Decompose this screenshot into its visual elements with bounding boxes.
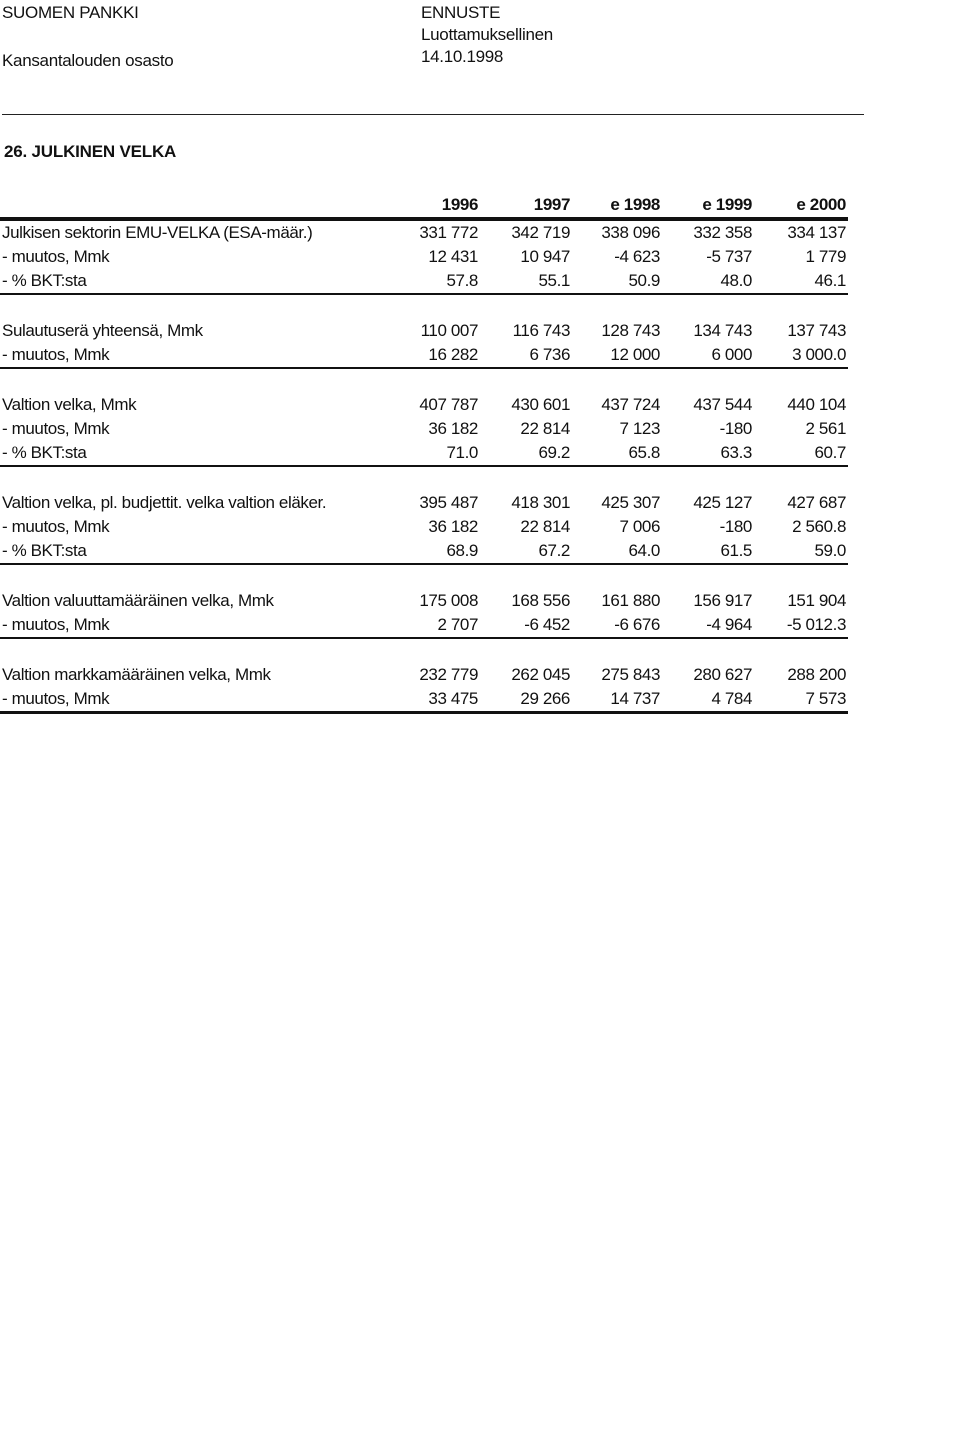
value-cell: 6 736 — [529, 345, 570, 364]
value-cell: 12 000 — [610, 345, 660, 364]
org-name: SUOMEN PANKKI — [2, 3, 139, 22]
row-label: Valtion valuuttamääräinen velka, Mmk — [2, 591, 274, 610]
value-cell: 137 743 — [787, 321, 846, 340]
value-cell: 61.5 — [720, 541, 752, 560]
value-cell: 7 123 — [619, 419, 660, 438]
value-cell: 60.7 — [814, 443, 846, 462]
value-cell: 65.8 — [628, 443, 660, 462]
value-cell: 48.0 — [720, 271, 752, 290]
header-left — [2, 2, 173, 72]
row-label: Valtion velka, Mmk — [2, 395, 137, 414]
table-row — [0, 687, 848, 714]
row-label: - % BKT:sta — [2, 443, 87, 462]
department: Kansantalouden osasto — [2, 51, 174, 70]
page-title: 26. JULKINEN VELKA — [4, 142, 177, 161]
value-cell: 4 784 — [711, 689, 752, 708]
value-cell: 288 200 — [787, 665, 846, 684]
value-cell: 63.3 — [720, 443, 752, 462]
value-cell: 437 544 — [693, 395, 752, 414]
row-label: - % BKT:sta — [2, 271, 87, 290]
table-row — [0, 269, 848, 295]
table-row — [0, 441, 848, 467]
col-header: e 1998 — [610, 195, 660, 214]
value-cell: 50.9 — [628, 271, 660, 290]
value-cell: 59.0 — [814, 541, 846, 560]
doc-date: 14.10.1998 — [421, 47, 504, 66]
doc-type: ENNUSTE — [421, 3, 501, 22]
row-label: - muutos, Mmk — [2, 689, 110, 708]
value-cell: 3 000.0 — [792, 345, 846, 364]
header-right — [421, 2, 553, 68]
value-cell: -180 — [719, 419, 752, 438]
value-cell: 116 743 — [512, 321, 570, 340]
row-label: - muutos, Mmk — [2, 247, 110, 266]
value-cell: 332 358 — [693, 223, 752, 242]
value-cell: 175 008 — [419, 591, 478, 610]
header-divider — [2, 114, 864, 115]
value-cell: 36 182 — [428, 419, 478, 438]
table-row — [0, 343, 848, 369]
value-cell: 232 779 — [419, 665, 478, 684]
value-cell: -4 964 — [706, 615, 752, 634]
value-cell: 69.2 — [538, 443, 570, 462]
value-cell: 151 904 — [787, 591, 846, 610]
value-cell: 7 006 — [619, 517, 660, 536]
col-header: e 2000 — [796, 195, 846, 214]
row-label: Valtion markkamääräinen velka, Mmk — [2, 665, 271, 684]
table-row — [0, 663, 848, 687]
value-cell: 67.2 — [538, 541, 570, 560]
table-row — [0, 221, 848, 245]
value-cell: 2 560.8 — [792, 517, 846, 536]
classification: Luottamuksellinen — [421, 25, 553, 44]
value-cell: 1 779 — [805, 247, 846, 266]
group-spacer — [0, 467, 848, 491]
value-cell: 427 687 — [787, 493, 846, 512]
value-cell: 29 266 — [520, 689, 570, 708]
value-cell: -4 623 — [614, 247, 660, 266]
value-cell: 22 814 — [520, 517, 570, 536]
table-row — [0, 393, 848, 417]
debt-table — [0, 195, 848, 714]
value-cell: 10 947 — [520, 247, 570, 266]
value-cell: 331 772 — [419, 223, 478, 242]
col-header: 1996 — [441, 195, 478, 214]
value-cell: 110 007 — [420, 321, 478, 340]
value-cell: 46.1 — [814, 271, 846, 290]
value-cell: 342 719 — [511, 223, 570, 242]
value-cell: 168 556 — [511, 591, 570, 610]
value-cell: 275 843 — [601, 665, 660, 684]
value-cell: -5 737 — [706, 247, 752, 266]
value-cell: 68.9 — [446, 541, 478, 560]
col-header: e 1999 — [702, 195, 752, 214]
value-cell: 262 045 — [511, 665, 570, 684]
col-header: 1997 — [533, 195, 570, 214]
group-spacer — [0, 639, 848, 663]
value-cell: 440 104 — [787, 395, 846, 414]
row-label: Julkisen sektorin EMU-VELKA (ESA-määr.) — [2, 223, 313, 242]
table-row — [0, 245, 848, 269]
table-row — [0, 491, 848, 515]
row-label: - muutos, Mmk — [2, 517, 110, 536]
table-row — [0, 589, 848, 613]
value-cell: 437 724 — [601, 395, 660, 414]
value-cell: 14 737 — [610, 689, 660, 708]
value-cell: 2 707 — [437, 615, 478, 634]
value-cell: -180 — [719, 517, 752, 536]
value-cell: 16 282 — [428, 345, 478, 364]
row-label: Sulautuserä yhteensä, Mmk — [2, 321, 203, 340]
value-cell: 407 787 — [419, 395, 478, 414]
table-row — [0, 539, 848, 565]
row-label: Valtion velka, pl. budjettit. velka valtion eläker. — [2, 493, 327, 512]
value-cell: 64.0 — [628, 541, 660, 560]
table-row — [0, 319, 848, 343]
group-spacer — [0, 369, 848, 393]
value-cell: -5 012.3 — [786, 615, 846, 634]
table-header-row — [0, 195, 848, 221]
value-cell: 6 000 — [711, 345, 752, 364]
value-cell: 156 917 — [693, 591, 752, 610]
value-cell: 395 487 — [419, 493, 478, 512]
row-label: - muutos, Mmk — [2, 615, 110, 634]
value-cell: 425 127 — [693, 493, 752, 512]
value-cell: 12 431 — [428, 247, 478, 266]
value-cell: 55.1 — [538, 271, 570, 290]
value-cell: 7 573 — [805, 689, 846, 708]
row-label: - muutos, Mmk — [2, 419, 110, 438]
row-label: - muutos, Mmk — [2, 345, 110, 364]
value-cell: 430 601 — [511, 395, 570, 414]
value-cell: 334 137 — [787, 223, 846, 242]
value-cell: 22 814 — [520, 419, 570, 438]
value-cell: 134 743 — [693, 321, 752, 340]
table-row — [0, 515, 848, 539]
table-row — [0, 417, 848, 441]
group-spacer — [0, 565, 848, 589]
value-cell: 57.8 — [446, 271, 478, 290]
value-cell: 36 182 — [428, 517, 478, 536]
value-cell: 33 475 — [428, 689, 478, 708]
value-cell: 161 880 — [601, 591, 660, 610]
value-cell: -6 452 — [524, 615, 570, 634]
value-cell: 71.0 — [446, 443, 478, 462]
group-spacer — [0, 295, 848, 319]
value-cell: 425 307 — [601, 493, 660, 512]
value-cell: 2 561 — [805, 419, 846, 438]
value-cell: 418 301 — [511, 493, 570, 512]
value-cell: -6 676 — [614, 615, 660, 634]
value-cell: 128 743 — [601, 321, 660, 340]
row-label: - % BKT:sta — [2, 541, 87, 560]
value-cell: 280 627 — [693, 665, 752, 684]
value-cell: 338 096 — [601, 223, 660, 242]
table-row — [0, 613, 848, 639]
